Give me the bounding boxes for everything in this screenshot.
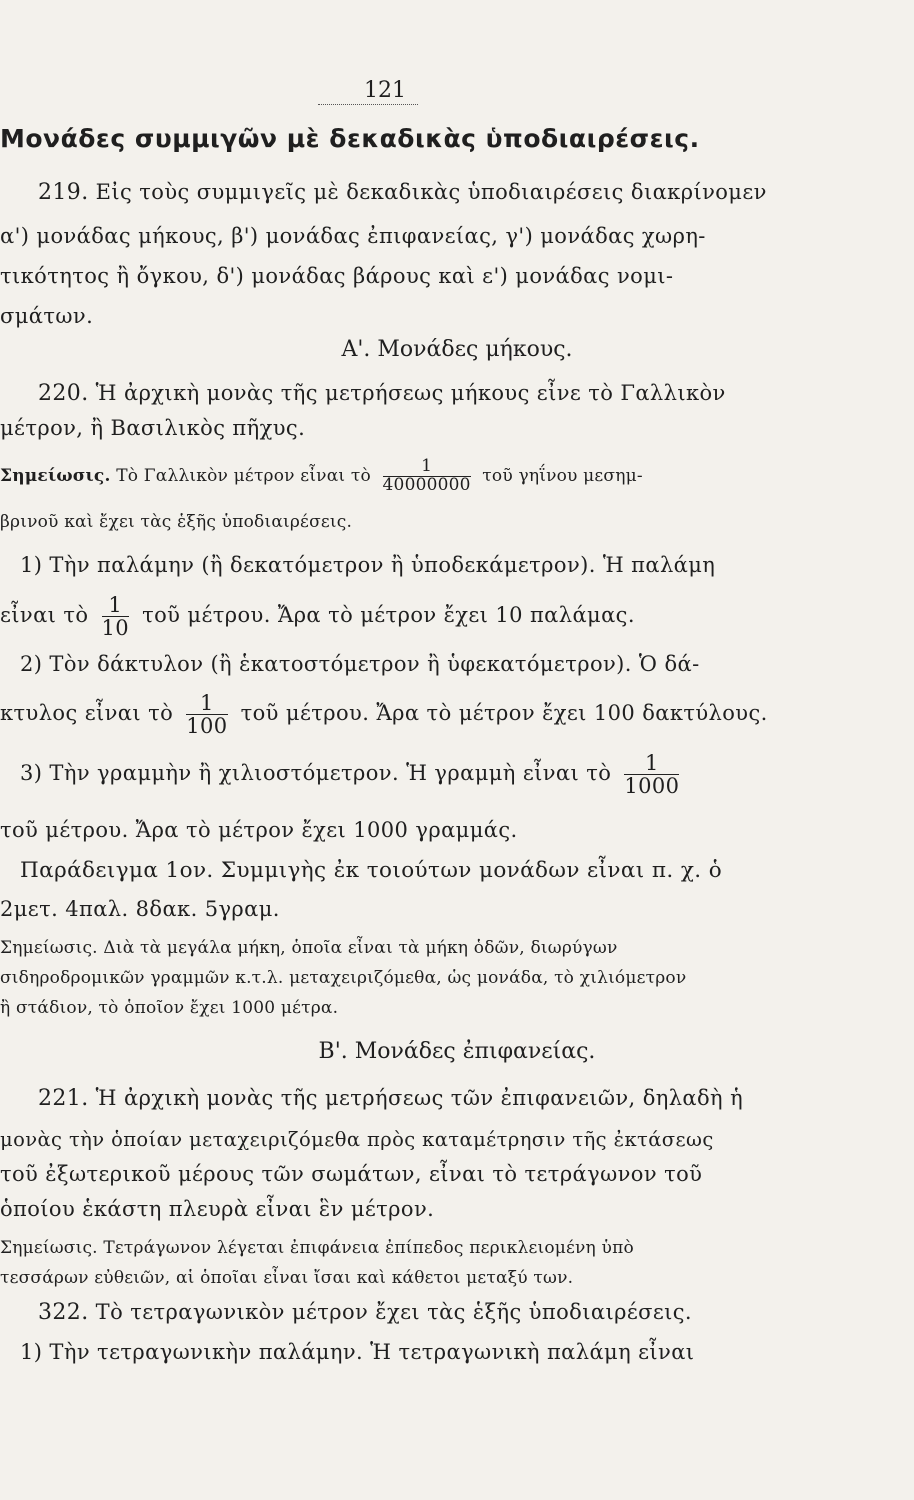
paragraph-219-line-4: σμάτων. <box>0 304 94 328</box>
item-text: κτυλος εἶναι τὸ <box>0 701 174 726</box>
item-2-line-1: 2) Τὸν δάκτυλον (ἢ ἑκατοστόμετρον ἢ ὑφεκατόμετρον). Ὁ δά- <box>20 652 700 676</box>
paragraph-number: 322. <box>38 1300 89 1325</box>
paragraph-221-line-3: τοῦ ἐξωτερικοῦ μέρους τῶν σωμάτων, εἶναι τὸ τετράγωνον τοῦ <box>0 1162 703 1186</box>
paragraph-219-line-3: τικότητος ἢ ὄγκου, δ') μονάδας βάρους καὶ ε') μονάδας νομι- <box>0 264 674 288</box>
item-text: τοῦ μέτρου. Ἄρα τὸ μέτρον ἔχει 10 παλάμας. <box>142 603 635 628</box>
item-1-line-1: 1) Τὴν παλάμην (ἢ δεκατόμετρον ἢ ὑποδεκάμετρον). Ἡ παλάμη <box>20 553 716 577</box>
paragraph-number: 219. <box>38 180 89 205</box>
fraction-numerator: 1 <box>186 692 227 715</box>
paragraph-220-line-2: μέτρον, ἢ Βασιλικὸς πῆχυς. <box>0 416 306 440</box>
page-number-rule <box>318 104 418 105</box>
example-line-2: 2μετ. 4παλ. 8δακ. 5γραμ. <box>0 897 280 921</box>
paragraph-322-line-1 <box>38 1300 692 1325</box>
paragraph-text: Τὸ τετραγωνικὸν μέτρον ἔχει τὰς ἑξῆς ὑποδιαιρέσεις. <box>95 1300 692 1324</box>
paragraph-text: Ἡ ἀρχικὴ μονὰς τῆς μετρήσεως τῶν ἐπιφανειῶν, δηλαδὴ ἡ <box>95 1086 744 1110</box>
subsection-a-title: Α'. Μονάδες μήκους. <box>341 337 573 362</box>
fraction-denominator: 40000000 <box>382 474 471 495</box>
item-text: 3) Τὴν γραμμὴν ἢ χιλιοστόμετρον. Ἡ γραμμὴ εἶναι τὸ <box>20 761 612 786</box>
item-1-line-2 <box>0 594 635 639</box>
item-text: εἶναι τὸ <box>0 603 89 628</box>
note-2-line-3: ἢ στάδιον, τὸ ὁποῖον ἔχει 1000 μέτρα. <box>0 998 339 1018</box>
item-text: τοῦ μέτρου. Ἄρα τὸ μέτρον ἔχει 100 δακτύλους. <box>240 701 768 726</box>
paragraph-219-line-1 <box>38 180 767 205</box>
fraction <box>624 752 679 797</box>
note-text: τοῦ γηΐνου μεσημ- <box>482 465 643 486</box>
paragraph-220-line-1 <box>38 381 726 406</box>
note-text: Τὸ Γαλλικὸν μέτρον εἶναι τὸ <box>116 465 371 486</box>
note-2-line-2: σιδηροδρομικῶν γραμμῶν κ.τ.λ. μεταχειριζόμεθα, ὡς μονάδα, τὸ χιλιόμετρον <box>0 968 687 988</box>
note-3-line-1: Σημείωσις. Τετράγωνον λέγεται ἐπιφάνεια ἐπίπεδος περικλειομένη ὑπὸ <box>0 1238 634 1258</box>
item-3-line-1 <box>20 752 685 797</box>
fraction-denominator: 1000 <box>624 774 680 799</box>
fraction <box>186 692 227 737</box>
example-line-1: Παράδειγμα 1ον. Συμμιγὴς ἐκ τοιούτων μονάδων εἶναι π. χ. ὁ <box>20 858 723 883</box>
fraction <box>383 458 471 495</box>
paragraph-text: Εἰς τοὺς συμμιγεῖς μὲ δεκαδικὰς ὑποδιαιρέσεις διακρίνομεν <box>95 180 767 204</box>
paragraph-219-line-2: α') μονάδας μήκους, β') μονάδας ἐπιφανείας, γ') μονάδας χωρη- <box>0 224 706 248</box>
subsection-b-title: Β'. Μονάδες ἐπιφανείας. <box>318 1039 596 1064</box>
note-2-line-1: Σημείωσις. Διὰ τὰ μεγάλα μήκη, ὁποῖα εἶναι τὰ μήκη ὁδῶν, διωρύγων <box>0 938 618 958</box>
page-number: 121 <box>364 78 406 103</box>
fraction-numerator: 1 <box>624 752 679 775</box>
fraction-numerator: 1 <box>383 458 471 477</box>
note-label: Σημείωσις. <box>0 465 111 486</box>
note-1-line-2: βρινοῦ καὶ ἔχει τὰς ἑξῆς ὑποδιαιρέσεις. <box>0 512 353 532</box>
paragraph-322-line-2: 1) Τὴν τετραγωνικὴν παλάμην. Ἡ τετραγωνικὴ παλάμη εἶναι <box>20 1340 695 1364</box>
note-1-line-1 <box>0 458 643 495</box>
item-2-line-2 <box>0 692 768 737</box>
paragraph-221-line-4: ὁποίου ἑκάστη πλευρὰ εἶναι ἓν μέτρον. <box>0 1197 435 1221</box>
paragraph-number: 221. <box>38 1086 89 1111</box>
fraction <box>102 594 130 639</box>
paragraph-text: Ἡ ἀρχικὴ μονὰς τῆς μετρήσεως μήκους εἶνε τὸ Γαλλικὸν <box>95 381 726 405</box>
fraction-numerator: 1 <box>102 594 130 617</box>
paragraph-number: 220. <box>38 381 89 406</box>
item-3-line-2: τοῦ μέτρου. Ἄρα τὸ μέτρον ἔχει 1000 γραμμάς. <box>0 818 518 842</box>
paragraph-221-line-1 <box>38 1086 743 1111</box>
fraction-denominator: 10 <box>101 616 130 641</box>
section-heading: Μονάδες συμμιγῶν μὲ δεκαδικὰς ὑποδιαιρέσεις. <box>0 124 700 153</box>
paragraph-221-line-2: μονὰς τὴν ὁποίαν μεταχειριζόμεθα πρὸς καταμέτρησιν τῆς ἐκτάσεως <box>0 1128 714 1151</box>
fraction-denominator: 100 <box>186 714 228 739</box>
note-3-line-2: τεσσάρων εὐθειῶν, αἱ ὁποῖαι εἶναι ἴσαι καὶ κάθετοι μεταξύ των. <box>0 1268 574 1288</box>
